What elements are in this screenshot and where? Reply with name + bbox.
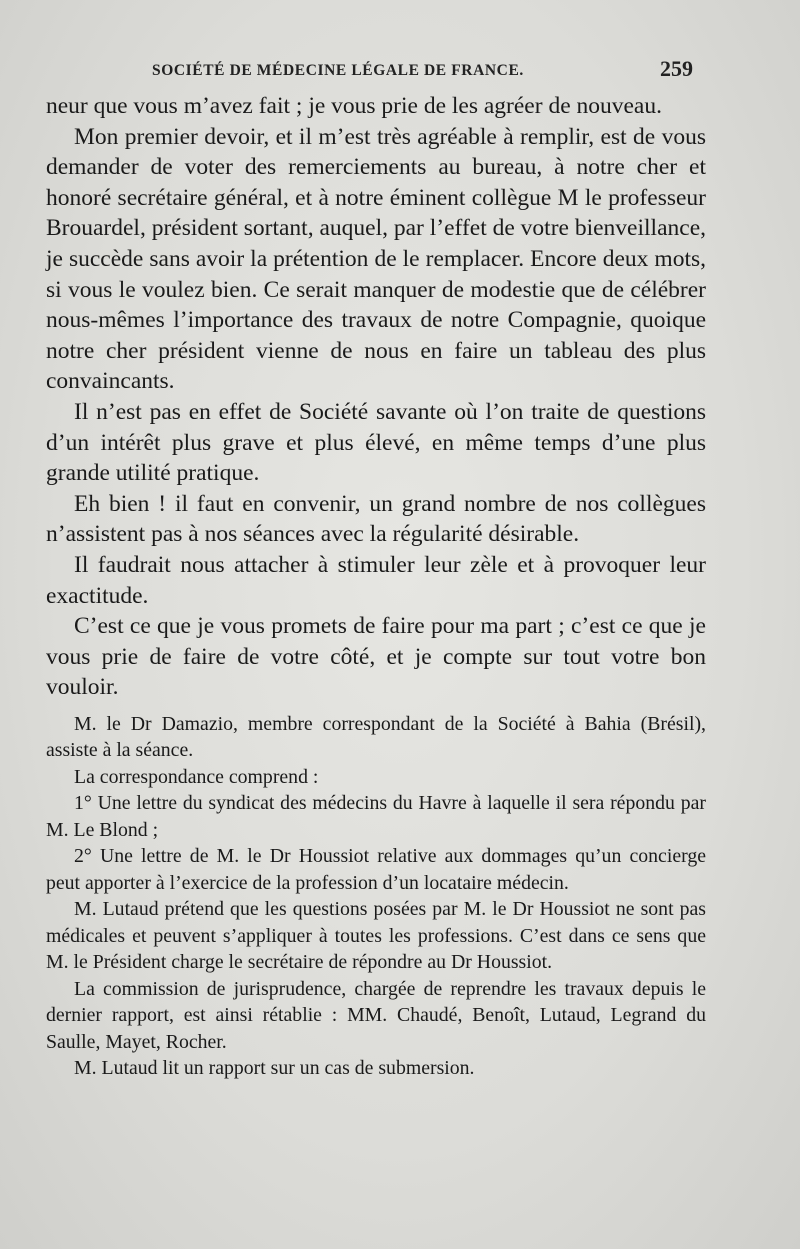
paragraph: neur que vous m’avez fait ; je vous prie de les agréer de nouveau. [46,93,662,119]
page-header [0,52,800,84]
page-number: 259 [660,56,693,81]
paragraph: Il faudrait nous attacher à stimuler leur zèle et à provoquer leur exactitude. [46,551,706,609]
paragraph: M. le Dr Damazio, membre correspondant de la Société à Bahia (Brésil), assiste à la séance. [46,712,706,762]
body-text [46,91,706,1082]
paragraph: 1° Une lettre du syndicat des médecins du Havre à laquelle il sera répondu par M. Le Blond ; [46,792,706,841]
paragraph: C’est ce que je vous promets de faire pour ma part ; c’est ce que je vous prie de faire de votre côté, et je compte sur tout votre bon vouloir. [46,613,706,701]
paragraph: Mon premier devoir, et il m’est très agréable à remplir, est de vous demander de voter des remerciements au bureau, à notre cher et honoré secrétaire général, et à notre éminent collègue M le professeur Brouardel, président sortant, auquel, par l’effet de votre bienveillance, je succède sans avoir la prétention de le remplacer. Encore deux mots, si vous le voulez bien. Ce serait manquer de modestie que de célébrer nous-mêmes l’importance des travaux de notre Compagnie, quoique notre cher président vienne de nous en faire un tableau des plus convaincants. [46,123,706,395]
paragraph: Il n’est pas en effet de Société savante où l’on traite de questions d’un intérêt plus grave et plus élevé, en même temps d’une plus grande utilité pratique. [46,398,706,487]
paragraph: La commission de jurisprudence, chargée de reprendre les travaux depuis le dernier rapport, est ainsi rétablie : MM. Chaudé, Benoît, Lutaud, Legrand du Saulle, Mayet, Rocher. [46,977,706,1053]
paragraph: 2° Une lettre de M. le Dr Houssiot relative aux dommages qu’un concierge peut apporter à l’exercice de la profession d’un locataire médecin. [46,845,706,894]
paragraph: Eh bien ! il faut en convenir, un grand nombre de nos collègues n’assistent pas à nos séances avec la régularité désirable. [46,490,706,548]
running-title: SOCIÉTÉ DE MÉDECINE LÉGALE DE FRANCE. [152,62,524,79]
paragraph: M. Lutaud prétend que les questions posées par M. le Dr Houssiot ne sont pas médicales et peuvent s’appliquer à toutes les professions. C’est dans ce sens que M. le Président charge le secrétaire de répondre au Dr Houssiot. [46,898,706,974]
paragraph: M. Lutaud lit un rapport sur un cas de submersion. [74,1057,475,1080]
paragraph: La correspondance comprend : [74,765,319,788]
paragraph-gap [46,703,706,711]
